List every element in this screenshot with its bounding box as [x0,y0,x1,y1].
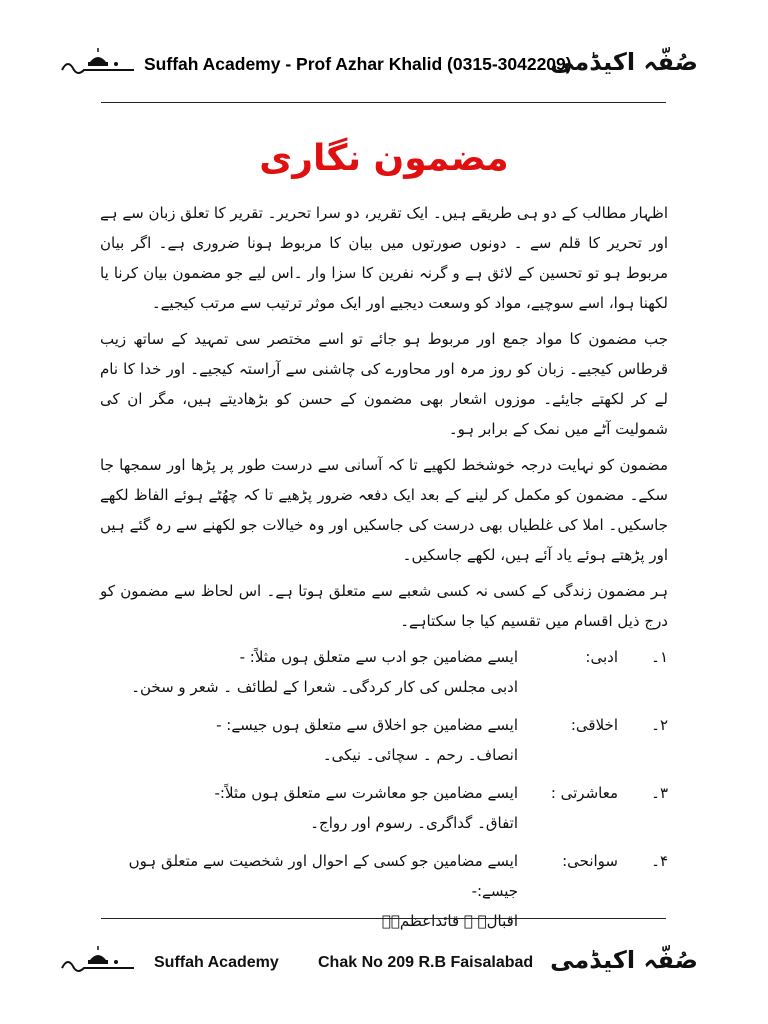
academy-urdu-logo: صُفّہ اکیڈمی [550,946,698,974]
paragraph-1: اظہار مطالب کے دو ہی طریقے ہیں۔ ایک تقریر، دو سرا تحریر۔ تقریر کا تعلق زبان سے ہے اور تحریر کا قلم سے ۔ دونوں صورتوں میں بیان کا مربوط ہونا ضروری ہے۔ اگر بیان مربوط ہو تو تحسین کے لائق ہے و گرنہ نفرین کا سزا وار ۔اس لیے جو مضمون بیان کرنا یا لکھنا ہوا، اسے سوچیے، مواد کو وسعت دیجیے اور ایک موثر ترتیب سے مرتب کیجیے۔ [100,204,668,312]
category-row [100,642,668,672]
category-description: ایسے مضامین جو اخلاق سے متعلق ہوں جیسے: - [216,716,518,734]
header-title: Suffah Academy - Prof Azhar Khalid (0315-3042209) [144,54,572,74]
category-name: ادبی: [585,648,618,666]
academy-urdu-logo: صُفّہ اکیڈمی [550,48,698,76]
category-number: ۲۔ [651,716,668,734]
category-name: سوانحی: [562,852,618,870]
category-examples: اتفاق۔ گداگری۔ رسوم اور رواج۔ [310,814,518,832]
category-number: ۱۔ [651,648,668,666]
footer-academy-name: Suffah Academy [154,954,279,971]
category-number: ۳۔ [651,784,668,802]
category-examples: اقبالؒ ۔ قائداعظمؒ۔ [381,912,518,930]
category-row [100,846,668,906]
category-name: معاشرتی : [550,784,618,802]
header-divider [101,102,666,103]
paragraph-3: مضمون کو نہایت درجہ خوشخط لکھیے تا کہ آسانی سے درست طور پر پڑھا اور سمجھا جا سکے۔ مضمون کو مکمل کر لینے کے بعد ایک دفعہ ضرور پڑھیے تا کہ چھُٹے ہوئے الفاظ لکھے جاسکیں۔ املا کی غلطیاں بھی درست کی جاسکیں اور وہ خیالات جو لکھنے سے رہ گئے ہیں اور پڑھتے ہوئے یاد آئے ہیں، لکھے جاسکیں۔ [100,456,668,564]
academy-logo-icon [60,48,138,78]
footer-address: Chak No 209 R.B Faisalabad [318,954,534,971]
category-row [100,778,668,808]
footer-divider [101,918,666,919]
category-row [100,710,668,740]
category-description: ایسے مضامین جو ادب سے متعلق ہوں مثلاً: - [239,648,518,666]
category-name: اخلاقی: [570,716,618,734]
category-number: ۴۔ [651,852,668,870]
category-examples: ادبی مجلس کی کار کردگی۔ شعرا کے لطائف ۔ شعر و سخن۔ [131,678,518,696]
category-description: ایسے مضامین جو معاشرت سے متعلق ہوں مثلاً:- [214,784,518,802]
academy-logo-icon [60,946,138,976]
paragraph-2: جب مضمون کا مواد جمع اور مربوط ہو جائے تو اسے مختصر سی تمہید کے ساتھ زیب قرطاس کیجیے۔ زبان کو روز مرہ اور محاورے کی چاشنی سے آراستہ کیجیے۔ اور خدا کا نام لے کر لکھتے جایئے۔ موزوں اشعار بھی مضمون کے حسن کو بڑھادیتے ہیں، مگر ان کی شمولیت آٹے میں نمک کے برابر ہو۔ [100,330,668,438]
paragraph-4: ہر مضمون زندگی کے کسی نہ کسی شعبے سے متعلق ہوتا ہے۔ اس لحاظ سے مضمون کو درج ذیل اقسام میں تقسیم کیا جا سکتاہے۔ [100,582,668,630]
page-header [60,44,708,88]
page-title: مضمون نگاری [259,138,509,179]
document-body [100,198,668,944]
category-description: ایسے مضامین جو کسی کے احوال اور شخصیت سے متعلق ہوں جیسے:- [128,852,518,900]
page-footer [60,944,708,988]
category-examples: انصاف۔ رحم ۔ سچائی۔ نیکی۔ [322,746,518,764]
